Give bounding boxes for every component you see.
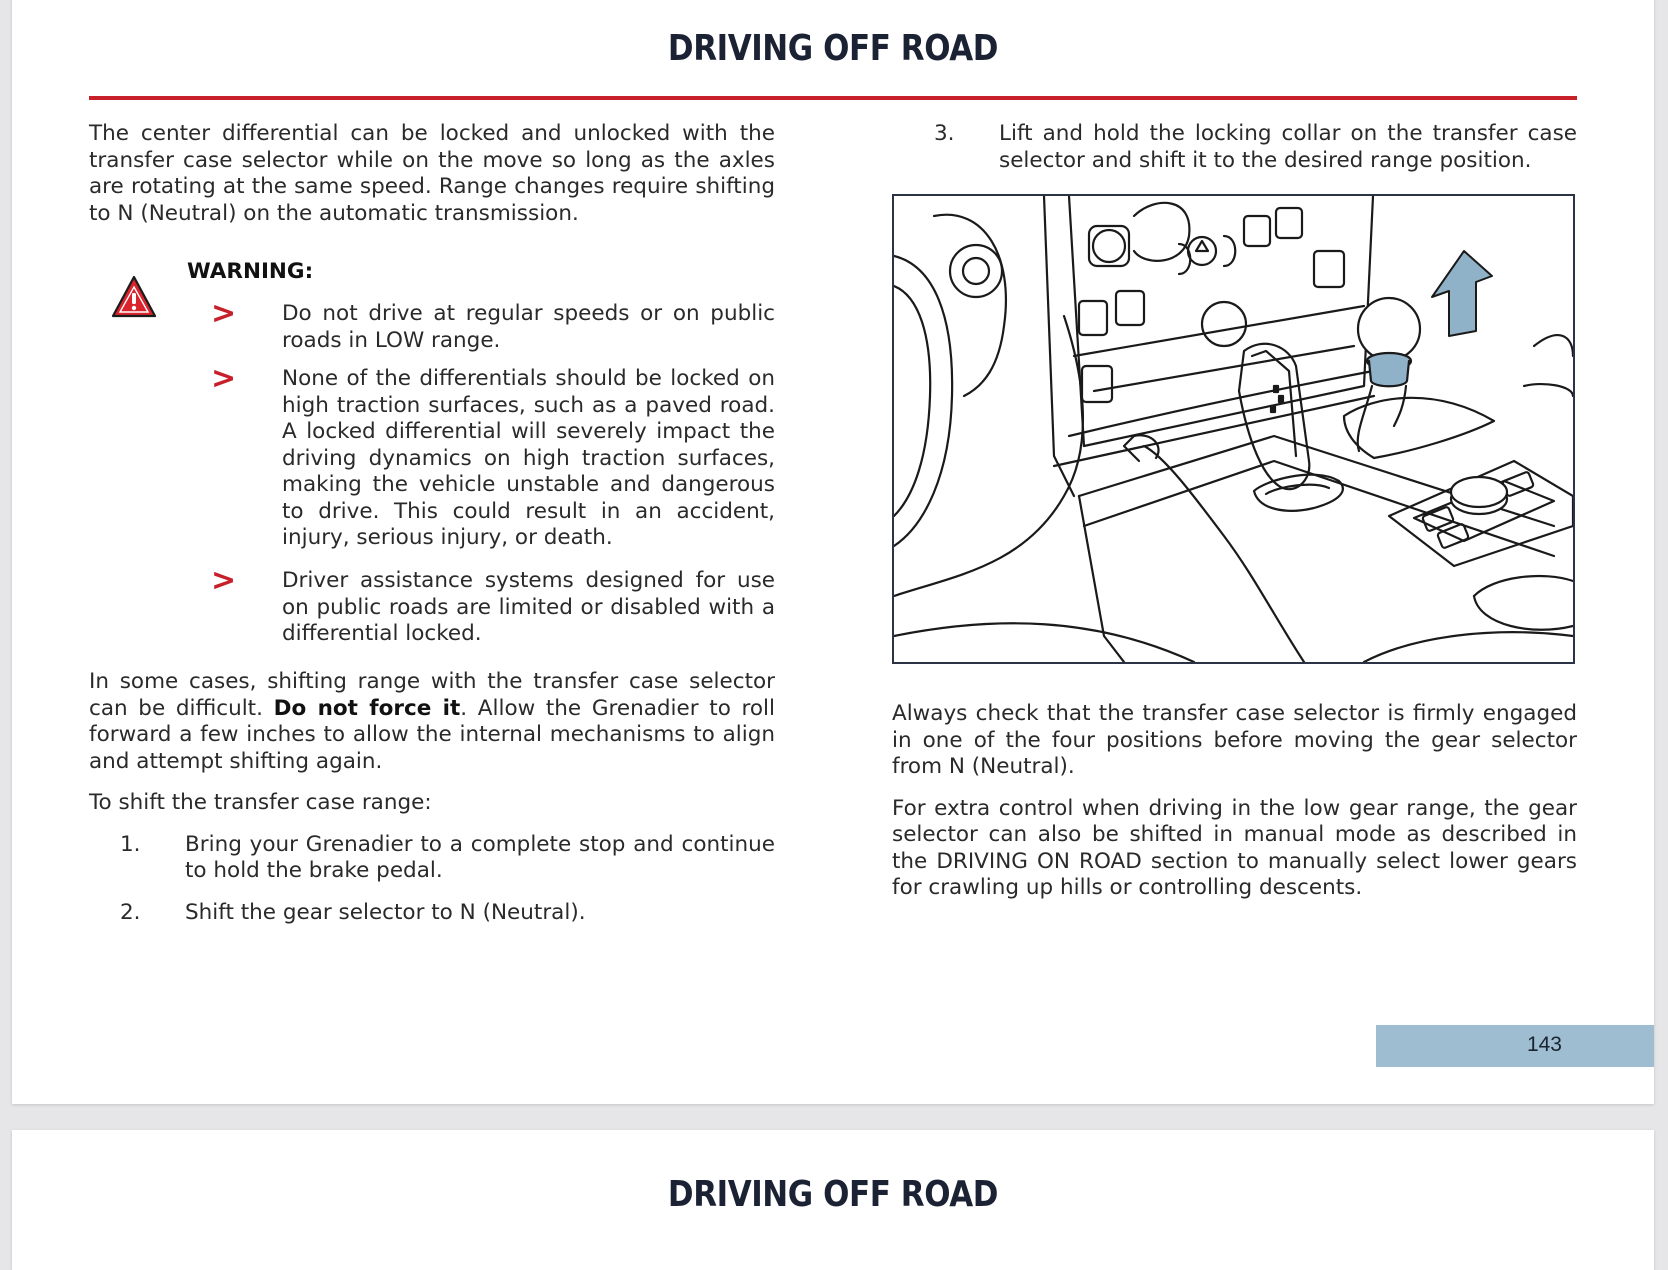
shift-advice-paragraph: In some cases, shifting range with the transfer case selector can be difficult. Do not force it. Allow the Grenadier to roll forward a few inches to allow the internal mechanisms to align and attempt shifting again.: [89, 669, 775, 774]
title-divider: [89, 96, 1577, 100]
warning-bullet-text: Driver assistance systems designed for use on public roads are limited or disabled with a differential locked.: [282, 568, 775, 646]
right-paragraphs: [892, 701, 1577, 902]
step-text: Shift the gear selector to N (Neutral).: [185, 899, 586, 925]
left-column: [89, 121, 775, 926]
step-text: Lift and hold the locking collar on the transfer case selector and shift it to the desired range position.: [999, 121, 1577, 173]
warning-title: WARNING:: [187, 259, 314, 284]
next-page-title: DRIVING OFF ROAD: [667, 1174, 999, 1215]
page-number-tab: [1376, 1025, 1654, 1067]
step-number: 3.: [934, 121, 955, 146]
do-not-force-emphasis: Do not force it: [273, 695, 461, 721]
warning-block: [89, 259, 775, 669]
transfer-case-illustration: [892, 194, 1575, 664]
step-item: [89, 900, 775, 927]
step-number: 1.: [120, 831, 141, 857]
chevron-right-icon: >: [211, 361, 237, 396]
next-manual-page: [12, 1130, 1654, 1270]
warning-triangle-icon: [111, 275, 157, 319]
warning-bullet-text: None of the differentials should be locked on high traction surfaces, such as a paved road. A locked differential will severely impact the driving dynamics on high traction surfaces, making the vehicle unstable and dangerous to drive. This could result in an accident, injury, serious injury, or death.: [282, 366, 775, 550]
page-number: 143: [1526, 1033, 1562, 1056]
chevron-right-icon: >: [211, 296, 237, 331]
warning-bullet-text: Do not drive at regular speeds or on public roads in LOW range.: [282, 301, 775, 353]
step-text: Bring your Grenadier to a complete stop and continue to hold the brake pedal.: [185, 831, 775, 883]
step-item: [89, 832, 775, 885]
chevron-right-icon: >: [211, 563, 237, 598]
step-item: [892, 121, 1577, 174]
step-number: 2.: [120, 899, 141, 925]
steps-intro: To shift the transfer case range:: [89, 790, 432, 815]
intro-paragraph: The center differential can be locked and unlocked with the transfer case selector while on the move so long as the axles are rotating at the same speed. Range changes require shifting to N (Neutral) on the automatic transmission.: [89, 121, 775, 226]
manual-page: [12, 0, 1654, 1104]
right-column: [892, 121, 1577, 174]
manual-mode-paragraph: For extra control when driving in the low gear range, the gear selector can also be shifted in manual mode as described in the DRIVING ON ROAD section to manually select lower gears for crawling up hills or controlling descents.: [892, 795, 1577, 900]
page-title: DRIVING OFF ROAD: [667, 28, 999, 69]
check-engagement-paragraph: Always check that the transfer case selector is firmly engaged in one of the four positions before moving the gear selector from N (Neutral).: [892, 701, 1577, 779]
